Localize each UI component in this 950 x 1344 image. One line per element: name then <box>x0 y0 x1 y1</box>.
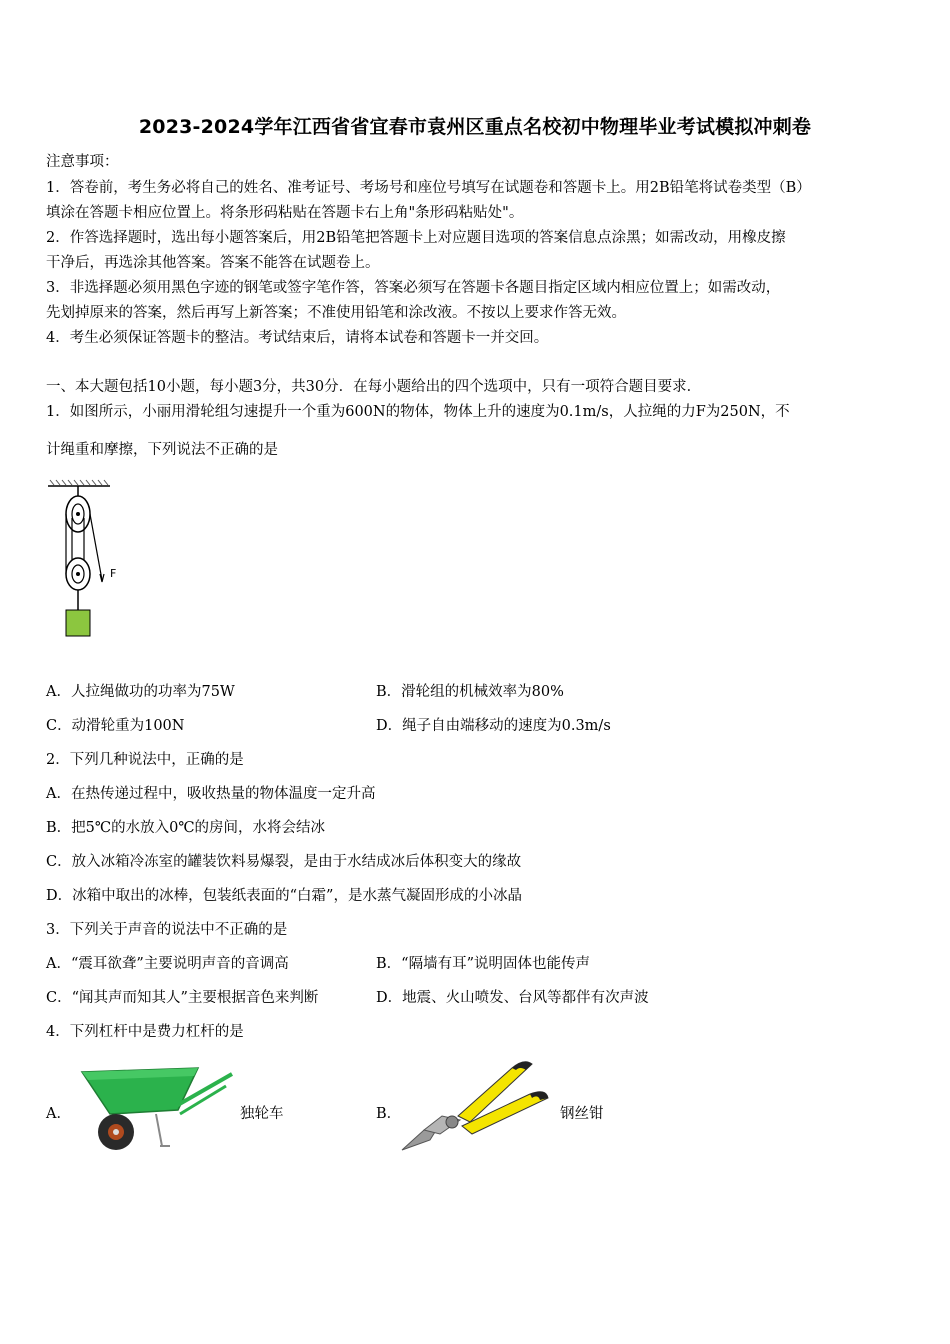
q1-option-a[interactable]: A．人拉绳做功的功率为75W <box>46 684 235 700</box>
page-title: 2023-2024学年江西省省宜春市袁州区重点名校初中物理毕业考试模拟冲刺卷 <box>138 116 812 138</box>
question-3-stem: 3．下列关于声音的说法中不正确的是 <box>46 922 288 938</box>
notice-line: 4．考生必须保证答题卡的整洁。考试结束后，请将本试卷和答题卡一并交回。 <box>46 330 549 346</box>
q1-option-b[interactable]: B．滑轮组的机械效率为80% <box>376 684 564 700</box>
q1-option-d[interactable]: D．绳子自由端移动的速度为0.3m/s <box>376 718 611 734</box>
q4-option-b-label: 钢丝钳 <box>560 1106 604 1122</box>
notice-line: 3．非选择题必须用黑色字迹的钢笔或签字笔作答，答案必须写在答题卡各题目指定区域内相应位置上；如需改动， <box>46 280 781 296</box>
q2-option-b[interactable]: B．把5℃的水放入0℃的房间，水将会结冰 <box>46 820 326 836</box>
weight-block <box>66 610 90 636</box>
pliers-icon[interactable] <box>400 1054 556 1158</box>
notice-line: 1．答卷前，考生务必将自己的姓名、准考证号、考场号和座位号填写在试题卷和答题卡上。用2B铅笔将试卷类型（B） <box>46 180 811 196</box>
ceiling-icon <box>48 480 110 486</box>
question-4-stem: 4．下列杠杆中是费力杠杆的是 <box>46 1024 244 1040</box>
q4-option-a-letter[interactable]: A． <box>46 1106 71 1122</box>
q3-option-d[interactable]: D．地震、火山喷发、台风等都伴有次声波 <box>376 990 649 1006</box>
q3-option-a[interactable]: A．“震耳欲聋”主要说明声音的音调高 <box>46 956 289 972</box>
q3-option-b[interactable]: B．“隔墙有耳”说明固体也能传声 <box>376 956 590 972</box>
q4-option-a-label: 独轮车 <box>240 1106 284 1122</box>
notice-line: 填涂在答题卡相应位置上。将条形码粘贴在答题卡右上角"条形码粘贴处"。 <box>46 205 524 221</box>
force-label: F <box>110 567 117 580</box>
question-1-stem: 1．如图所示，小丽用滑轮组匀速提升一个重为600N的物体，物体上升的速度为0.1m/s，人拉绳的力F为250N，不 <box>46 404 790 420</box>
fixed-pulley-icon <box>66 496 90 532</box>
question-2-stem: 2．下列几种说法中，正确的是 <box>46 752 244 768</box>
q3-option-c[interactable]: C．“闻其声而知其人”主要根据音色来判断 <box>46 990 319 1006</box>
notice-line: 2．作答选择题时，选出每小题答案后，用2B铅笔把答题卡上对应题目选项的答案信息点涂黑；如需改动，用橡皮擦 <box>46 230 786 246</box>
movable-pulley-icon <box>66 558 90 590</box>
notice-heading: 注意事项： <box>46 154 119 170</box>
question-1-stem-continued: 计绳重和摩擦，下列说法不正确的是 <box>46 442 278 458</box>
q4-option-b-letter[interactable]: B． <box>376 1106 402 1122</box>
q2-option-c[interactable]: C．放入冰箱冷冻室的罐装饮料易爆裂，是由于水结成冰后体积变大的缘故 <box>46 854 522 870</box>
wheelbarrow-icon[interactable] <box>76 1058 236 1158</box>
pulley-system-figure <box>44 478 124 642</box>
section-heading: 一、本大题包括10小题，每小题3分，共30分．在每小题给出的四个选项中，只有一项符合题目要求． <box>46 379 702 395</box>
notice-line: 先划掉原来的答案，然后再写上新答案；不准使用铅笔和涂改液。不按以上要求作答无效。 <box>46 305 626 321</box>
q2-option-d[interactable]: D．冰箱中取出的冰棒，包装纸表面的“白霜”，是水蒸气凝固形成的小冰晶 <box>46 888 522 904</box>
q2-option-a[interactable]: A．在热传递过程中，吸收热量的物体温度一定升高 <box>46 786 376 802</box>
q1-option-c[interactable]: C．动滑轮重为100N <box>46 718 185 734</box>
notice-line: 干净后，再选涂其他答案。答案不能答在试题卷上。 <box>46 255 380 271</box>
